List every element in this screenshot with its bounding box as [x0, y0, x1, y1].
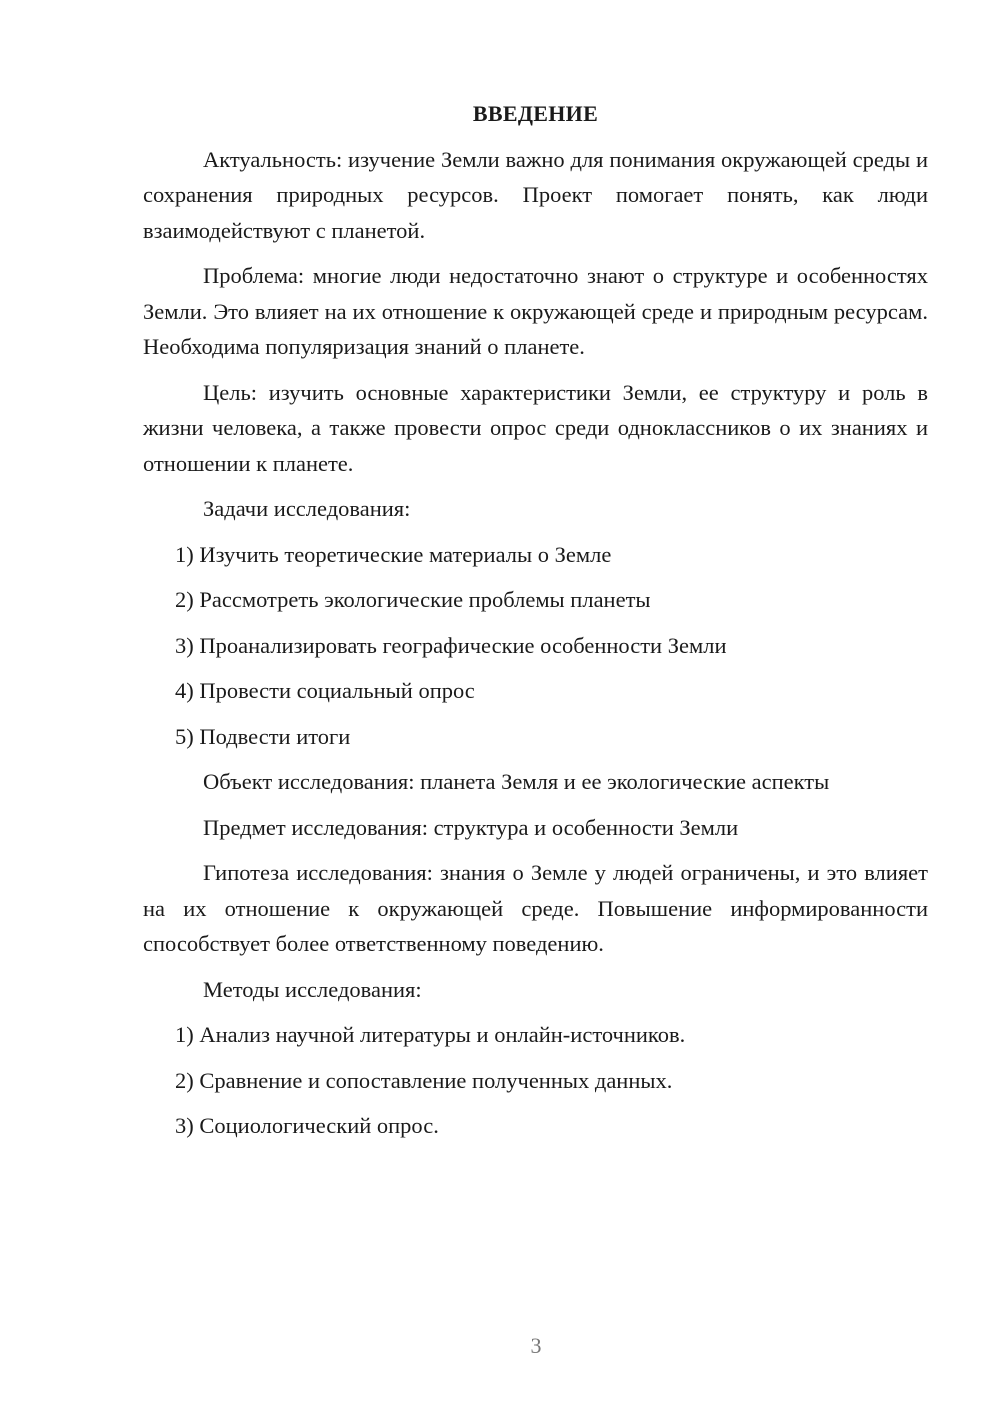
task-item: 3) Проанализировать географические особенности Земли — [175, 632, 727, 658]
task-item: 2) Рассмотреть экологические проблемы планеты — [175, 587, 651, 612]
methods-list — [143, 1017, 928, 1144]
tasks-heading: Задачи исследования: — [203, 496, 411, 521]
task-item: 1) Изучить теоретические материалы о Земле — [175, 541, 612, 567]
object-paragraph: Объект исследования: планета Земля и ее экологические аспекты — [203, 769, 830, 794]
document-body — [143, 96, 928, 1154]
task-item: 5) Подвести итоги — [175, 723, 351, 749]
method-item: 3) Социологический опрос. — [175, 1113, 439, 1138]
page-number: 3 — [530, 1333, 542, 1358]
tasks-list — [143, 537, 928, 755]
page-title: ВВЕДЕНИЕ — [472, 101, 599, 126]
hypothesis-paragraph: Гипотеза исследования: знания о Земле у людей ограничены, и это влияет на их отношение к окружающей среде. Повышение информированности способствует более ответственному поведению. — [143, 860, 928, 956]
goal-paragraph: Цель: изучить основные характеристики Земли, ее структуру и роль в жизни человека, а также провести опрос среди одноклассников о их знаниях и отношении к планете. — [143, 379, 928, 476]
methods-heading: Методы исследования: — [203, 976, 422, 1002]
subject-paragraph: Предмет исследования: структура и особенности Земли — [203, 814, 739, 840]
problem-paragraph: Проблема: многие люди недостаточно знают о структуре и особенностях Земли. Это влияет на их отношение к окружающей среде и природным ресурсам. Необходима популяризация знаний о планете. — [143, 263, 928, 359]
method-item: 2) Сравнение и сопоставление полученных данных. — [175, 1067, 673, 1093]
task-item: 4) Провести социальный опрос — [175, 678, 475, 703]
relevance-paragraph: Актуальность: изучение Земли важно для понимания окружающей среды и сохранения природных ресурсов. Проект помогает понять, как люди взаимодействуют с планетой. — [143, 146, 928, 243]
method-item: 1) Анализ научной литературы и онлайн-источников. — [175, 1022, 686, 1047]
